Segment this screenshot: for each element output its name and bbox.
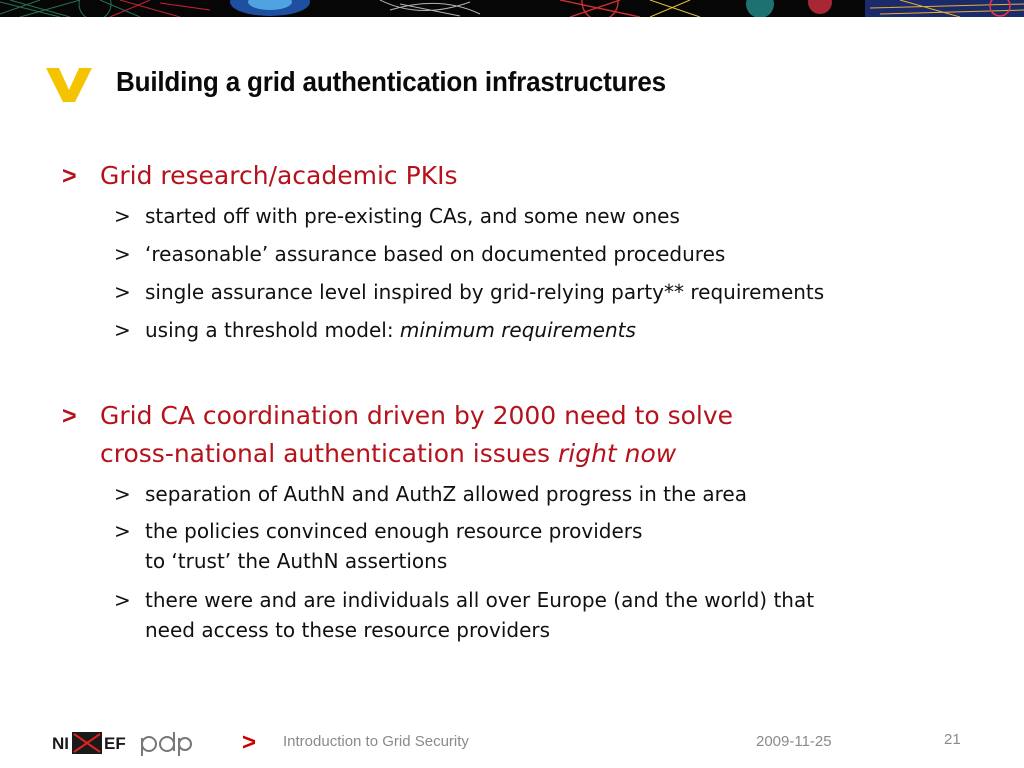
footer-date: 2009-11-25 [756,733,832,750]
nikhef-pdp-logo [52,730,192,756]
page-number: 21 [944,731,961,748]
sub-bullet-text: separation of AuthN and AuthZ allowed progress in the area [145,482,747,506]
slide-title: Building a grid authentication infrastructures [116,66,666,97]
sub-bullet-marker: > [114,588,131,612]
sub-bullet-text-line2: need access to these resource providers [145,618,551,642]
sub-bullet-marker: > [114,519,131,543]
sub-bullet-text-plain: using a threshold model: [145,318,400,342]
bullet-text-line2-emphasis: right now [557,439,677,468]
sub-bullet-text-line1: there were and are individuals all over Europe (and the world) that [145,588,815,612]
bullet-text-line1: Grid CA coordination driven by 2000 need to solve [100,401,734,430]
sub-bullet-marker: > [114,482,131,506]
sub-bullet-marker: > [114,318,131,342]
bullet-text-line2-plain: cross-national authentication issues [100,439,558,468]
sub-bullet-text: ‘reasonable’ assurance based on documented procedures [145,242,726,266]
footer-title: Introduction to Grid Security [283,733,469,750]
sub-bullet-marker: > [114,242,131,266]
svg-text:EF: EF [104,734,126,753]
sub-bullet-text-emphasis: minimum requirements [399,318,636,342]
bullet-text: Grid research/academic PKIs [100,161,458,190]
footer-marker: > [242,729,257,756]
sub-bullet-text [145,315,636,345]
sub-bullet-marker: > [114,204,131,228]
sub-bullet-text: single assurance level inspired by grid-relying party** requirements [145,280,825,304]
sub-bullet-text: started off with pre-existing CAs, and some new ones [145,204,680,228]
sub-bullet-text-line2: to ‘trust’ the AuthN assertions [145,549,448,573]
bullet-marker: > [62,402,77,430]
sub-bullet-marker: > [114,280,131,304]
sub-bullet-text-line1: the policies convinced enough resource providers [145,519,643,543]
nikhef-logo-text: NI [52,734,69,753]
bullet-marker: > [62,162,77,190]
pdp-logo-icon [142,732,191,756]
bullet-text-line2 [100,435,676,473]
